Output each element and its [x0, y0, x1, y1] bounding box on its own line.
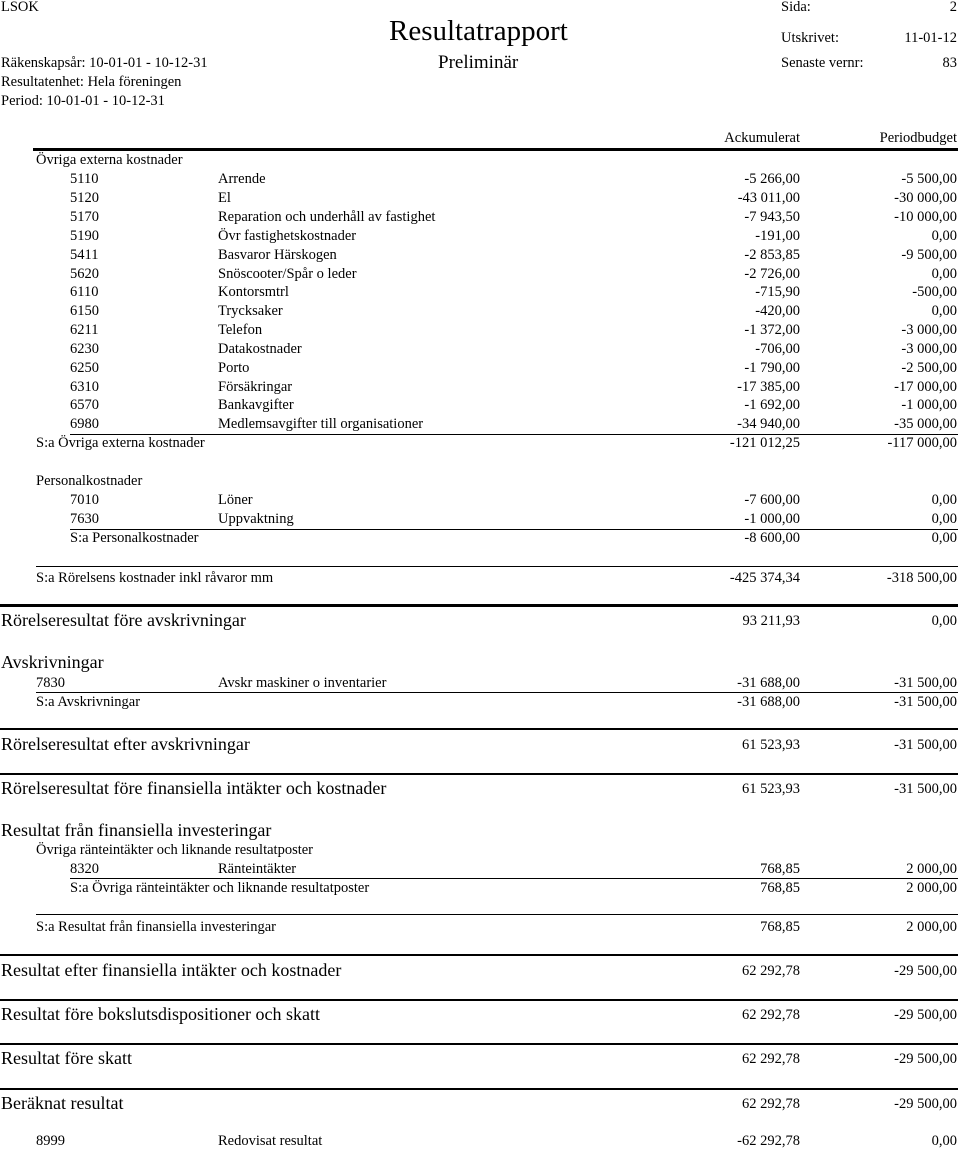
account-name: Uppvaktning — [218, 511, 294, 527]
accumulated-value: 768,85 — [760, 861, 800, 877]
account-name: Medlemsavgifter till organisationer — [218, 416, 424, 432]
result-rule — [0, 773, 958, 775]
result-accumulated: 61 523,93 — [742, 781, 800, 797]
column-budget: Periodbudget — [879, 130, 957, 146]
result-accumulated: 62 292,78 — [742, 963, 800, 979]
accumulated-value: -17 385,00 — [737, 379, 800, 395]
accumulated-value: -5 266,00 — [744, 171, 800, 187]
result-label: Rörelseresultat före avskrivningar — [1, 610, 246, 630]
subtotal-accumulated: 768,85 — [760, 919, 800, 935]
account-code: 7630 — [70, 511, 99, 527]
page-number: 2 — [949, 0, 957, 15]
accumulated-value: -31 688,00 — [737, 675, 800, 691]
account-name: Snöscooter/Spår o leder — [218, 266, 357, 282]
accumulated-value: -1 000,00 — [744, 511, 800, 527]
subtotal-accumulated: 768,85 — [760, 880, 800, 896]
subtotal-label: S:a Resultat från finansiella investeringar — [36, 919, 276, 935]
accumulated-value: -2 853,85 — [744, 247, 800, 263]
budget-value: 0,00 — [931, 511, 957, 527]
period: Period: 10-01-01 - 10-12-31 — [1, 93, 165, 109]
account-name: Avskr maskiner o inventarier — [218, 675, 387, 691]
page-label: Sida: — [781, 0, 811, 15]
result-budget: -31 500,00 — [894, 781, 957, 797]
subtotal-rule — [70, 529, 958, 530]
accumulated-value: -1 692,00 — [744, 397, 800, 413]
result-budget: -29 500,00 — [894, 1007, 957, 1023]
result-rule — [0, 1088, 958, 1090]
subtotal-label: S:a Övriga ränteintäkter och liknande resultatposter — [70, 880, 370, 896]
subtotal-budget: 0,00 — [931, 530, 957, 546]
account-code: 6110 — [70, 284, 99, 300]
account-name: El — [218, 190, 231, 206]
account-code: 6310 — [70, 379, 99, 395]
header-rule — [33, 148, 958, 151]
subtotal-accumulated: -31 688,00 — [737, 694, 800, 710]
account-code: 7830 — [36, 675, 65, 691]
account-code: 5120 — [70, 190, 99, 206]
subtotal-budget: 2 000,00 — [906, 880, 957, 896]
account-name: Trycksaker — [218, 303, 283, 319]
accumulated-value: -715,90 — [755, 284, 800, 300]
result-label: Resultat före skatt — [1, 1048, 132, 1068]
result-accumulated: 62 292,78 — [742, 1096, 800, 1112]
subtotal-label: S:a Avskrivningar — [36, 694, 141, 710]
account-code: 5620 — [70, 266, 99, 282]
result-accumulated: 93 211,93 — [742, 613, 800, 629]
result-budget: -29 500,00 — [894, 963, 957, 979]
account-code: 5110 — [70, 171, 99, 187]
budget-value: 0,00 — [931, 492, 957, 508]
account-name: Basvaror Härskogen — [218, 247, 337, 263]
report-status: Preliminär — [438, 52, 519, 73]
result-label: Resultat efter finansiella intäkter och kostnader — [1, 960, 342, 980]
budget-value: 0,00 — [931, 266, 957, 282]
result-accumulated: 62 292,78 — [742, 1051, 800, 1067]
result-label: Rörelseresultat före finansiella intäkter och kostnader — [1, 778, 387, 798]
result-rule — [0, 999, 958, 1001]
account-name: Redovisat resultat — [218, 1133, 323, 1149]
account-code: 5190 — [70, 228, 99, 244]
account-name: Löner — [218, 492, 253, 508]
budget-value: -500,00 — [912, 284, 957, 300]
budget-value: -31 500,00 — [894, 675, 957, 691]
budget-value: 2 000,00 — [906, 861, 957, 877]
account-code: 6230 — [70, 341, 99, 357]
budget-value: -1 000,00 — [901, 397, 957, 413]
subtotal-budget: -117 000,00 — [887, 435, 957, 451]
account-code: 8320 — [70, 861, 99, 877]
accumulated-value: -62 292,78 — [737, 1133, 800, 1149]
result-label: Resultat före bokslutsdispositioner och skatt — [1, 1004, 320, 1024]
account-name: Försäkringar — [218, 379, 293, 395]
subtotal-label: S:a Övriga externa kostnader — [36, 435, 205, 451]
subtotal-accumulated: -121 012,25 — [729, 435, 800, 451]
total-budget: -318 500,00 — [886, 570, 957, 586]
accumulated-value: -420,00 — [755, 303, 800, 319]
result-budget: 0,00 — [931, 613, 957, 629]
accumulated-value: -1 372,00 — [744, 322, 800, 338]
result-rule — [0, 1043, 958, 1045]
accumulated-value: -1 790,00 — [744, 360, 800, 376]
column-accumulated: Ackumulerat — [724, 130, 800, 146]
section-heading: Resultat från finansiella investeringar — [1, 820, 272, 840]
budget-value: -2 500,00 — [901, 360, 957, 376]
account-code: 8999 — [36, 1133, 65, 1149]
accumulated-value: -2 726,00 — [744, 266, 800, 282]
result-rule — [0, 728, 958, 730]
accumulated-value: -7 600,00 — [744, 492, 800, 508]
budget-value: 0,00 — [931, 1133, 957, 1149]
account-code: 5411 — [70, 247, 99, 263]
budget-value: -9 500,00 — [901, 247, 957, 263]
vernr-label: Senaste vernr: — [781, 55, 864, 71]
printed-date: 11-01-12 — [904, 30, 957, 46]
result-rule — [0, 604, 958, 607]
result-budget: -29 500,00 — [894, 1096, 957, 1112]
account-code: 5170 — [70, 209, 99, 225]
account-code: 6980 — [70, 416, 99, 432]
account-name: Arrende — [218, 171, 266, 187]
subtotal-budget: -31 500,00 — [894, 694, 957, 710]
subtotal-accumulated: -8 600,00 — [744, 530, 800, 546]
section-heading: Övriga externa kostnader — [36, 152, 183, 168]
account-code: 6250 — [70, 360, 99, 376]
accumulated-value: -706,00 — [755, 341, 800, 357]
accumulated-value: -43 011,00 — [737, 190, 800, 206]
result-budget: -31 500,00 — [894, 737, 957, 753]
budget-value: -3 000,00 — [901, 322, 957, 338]
subtotal-budget: 2 000,00 — [906, 919, 957, 935]
org-name: LSOK — [1, 0, 39, 15]
subtotal-rule — [36, 692, 958, 693]
subtotal-label: S:a Personalkostnader — [70, 530, 199, 546]
report-title: Resultatrapport — [389, 15, 568, 47]
budget-value: -30 000,00 — [894, 190, 957, 206]
account-name: Bankavgifter — [218, 397, 294, 413]
result-unit: Resultatenhet: Hela föreningen — [1, 74, 182, 90]
account-code: 6150 — [70, 303, 99, 319]
vernr-value: 83 — [942, 55, 957, 71]
result-budget: -29 500,00 — [894, 1051, 957, 1067]
accumulated-value: -7 943,50 — [744, 209, 800, 225]
budget-value: -10 000,00 — [894, 209, 957, 225]
result-label: Rörelseresultat efter avskrivningar — [1, 734, 250, 754]
budget-value: -3 000,00 — [901, 341, 957, 357]
total-rule — [36, 566, 958, 567]
section-heading: Avskrivningar — [1, 652, 104, 672]
account-code: 6570 — [70, 397, 99, 413]
subtotal-rule — [36, 914, 958, 915]
account-code: 6211 — [70, 322, 99, 338]
account-name: Ränteintäkter — [218, 861, 297, 877]
total-accumulated: -425 374,34 — [729, 570, 800, 586]
section-heading: Personalkostnader — [36, 473, 143, 489]
subsection-heading: Övriga ränteintäkter och liknande resultatposter — [36, 842, 314, 858]
accumulated-value: -191,00 — [755, 228, 800, 244]
result-accumulated: 61 523,93 — [742, 737, 800, 753]
printed-label: Utskrivet: — [781, 30, 839, 46]
account-code: 7010 — [70, 492, 99, 508]
total-label: S:a Rörelsens kostnader inkl råvaror mm — [36, 570, 274, 586]
budget-value: -35 000,00 — [894, 416, 957, 432]
subtotal-rule — [70, 878, 958, 879]
account-name: Datakostnader — [218, 341, 302, 357]
fiscal-year: Räkenskapsår: 10-01-01 - 10-12-31 — [1, 55, 208, 71]
result-accumulated: 62 292,78 — [742, 1007, 800, 1023]
account-name: Porto — [218, 360, 250, 376]
budget-value: -17 000,00 — [894, 379, 957, 395]
account-name: Reparation och underhåll av fastighet — [218, 209, 436, 225]
account-name: Kontorsmtrl — [218, 284, 289, 300]
account-name: Övr fastighetskostnader — [218, 228, 357, 244]
result-rule — [0, 954, 958, 956]
account-name: Telefon — [218, 322, 263, 338]
budget-value: -5 500,00 — [901, 171, 957, 187]
result-label: Beräknat resultat — [1, 1093, 124, 1113]
accumulated-value: -34 940,00 — [737, 416, 800, 432]
budget-value: 0,00 — [931, 303, 957, 319]
budget-value: 0,00 — [931, 228, 957, 244]
